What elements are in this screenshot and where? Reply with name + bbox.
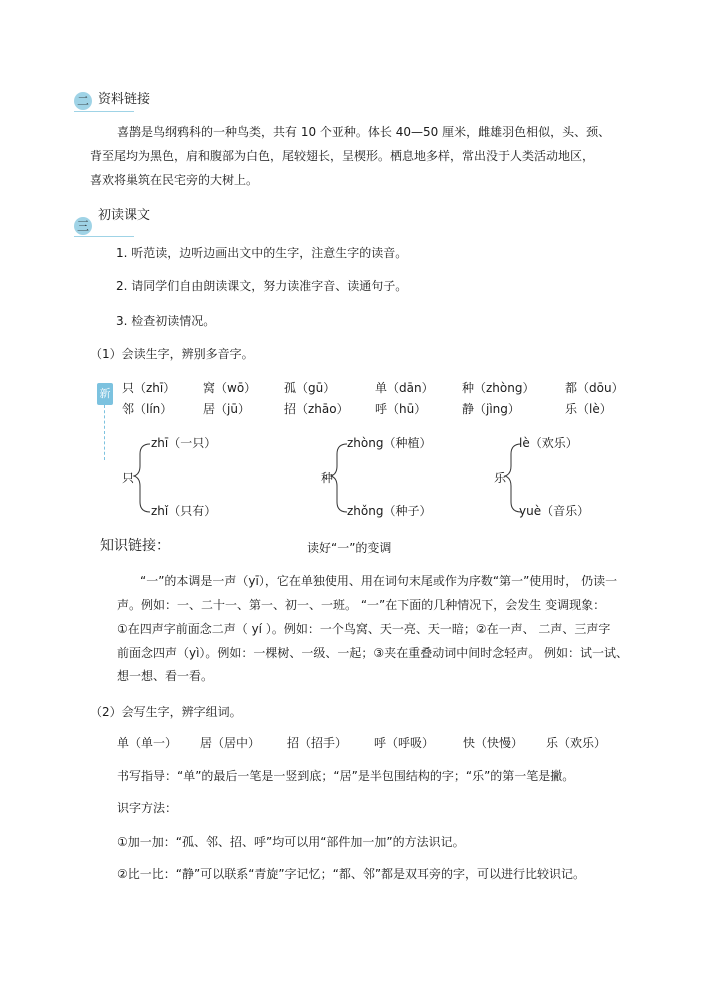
paragraph-line: 前面念四声（yì）。例如：一棵树、一级、一起；③夹在重叠动词中间时念轻声。 例如：试一试、 [117, 646, 629, 660]
poly-char: 种 [321, 471, 334, 485]
char-pinyin: 乐（lè） [565, 402, 612, 416]
paragraph-line: ①在四声字前面念二声（ yí ）。例如：一个鸟窝、天一亮、天一暗；②在一声、 二声、三声字 [117, 622, 611, 636]
section-number-badge: 二 [74, 92, 92, 110]
poly-bottom: zhǐ（只有） [151, 504, 217, 518]
word-item: 单（单一） [117, 736, 178, 750]
knowledge-title: 读好“一”的变调 [307, 541, 392, 555]
char-pinyin: 孤（gū） [284, 381, 336, 395]
paragraph-line: 喜欢将巢筑在民宅旁的大树上。 [90, 173, 259, 187]
char-pinyin: 居（jū） [203, 402, 250, 416]
word-item: 快（快慢） [463, 736, 524, 750]
char-pinyin: 招（zhāo） [284, 402, 349, 416]
knowledge-label: 知识链接： [100, 538, 170, 554]
section-number-badge: 三 [74, 217, 92, 235]
step-item: 3. 检查初读情况。 [116, 314, 216, 328]
step-item: 1. 听范读，边听边画出文中的生字，注意生字的读音。 [116, 246, 408, 260]
step-item: 2. 请同学们自由朗读课文，努力读准字音、读通句子。 [116, 279, 408, 293]
word-item: 居（居中） [200, 736, 261, 750]
paragraph-line: 喜鹊是鸟纲鸦科的一种鸟类，共有 10 个亚种。体长 40—50 厘米，雌雄羽色相似，头、颈、 [117, 125, 611, 139]
section-title: 初读课文 [98, 208, 151, 223]
word-item: 招（招手） [287, 736, 348, 750]
section-underline [74, 236, 134, 237]
char-pinyin: 只（zhī） [122, 381, 176, 395]
poly-char: 乐 [494, 471, 507, 485]
poly-top: lè（欢乐） [519, 436, 578, 450]
subsection-title: （2）会写生字，辨字组词。 [90, 705, 242, 719]
subsection-title: （1）会读生字，辨别多音字。 [90, 347, 254, 361]
poly-top: zhòng（种植） [347, 436, 432, 450]
paragraph-line: 声。例如：一、二十一、第一、初一、一班。 “一”在下面的几种情况下，会发生 变调现象： [117, 598, 606, 612]
char-pinyin: 窝（wō） [203, 381, 257, 395]
paragraph-line: 想一想、看一看。 [117, 669, 214, 683]
section-underline [74, 111, 134, 112]
word-item: 呼（呼吸） [374, 736, 435, 750]
char-pinyin: 单（dān） [375, 381, 434, 395]
poly-top: zhī（一只） [151, 436, 217, 450]
paragraph-line: “一”的本调是一声（yī），它在单独使用、用在词句末尾或作为序数“第一”使用时， 仍读一 [140, 574, 618, 588]
char-pinyin: 种（zhòng） [462, 381, 535, 395]
section-title: 资料链接 [98, 92, 151, 107]
method-item: ②比一比：“静”可以联系“青旋”字记忆；“都、邻”都是双耳旁的字，可以进行比较识记。 [117, 867, 586, 881]
method-label: 识字方法： [117, 801, 178, 815]
poly-bottom: yuè（音乐） [519, 504, 590, 518]
new-words-icon: 新 [97, 383, 113, 405]
char-pinyin: 呼（hū） [375, 402, 427, 416]
word-item: 乐（欢乐） [546, 736, 607, 750]
poly-char: 只 [122, 471, 135, 485]
char-pinyin: 邻（lín） [122, 402, 173, 416]
char-pinyin: 都（dōu） [565, 381, 624, 395]
method-item: ①加一加：“孤、邻、招、呼”均可以用“部件加一加”的方法识记。 [117, 835, 465, 849]
paragraph-line: 背至尾均为黑色，肩和腹部为白色，尾较翅长，呈楔形。栖息地多样，常出没于人类活动地区， [90, 149, 595, 163]
poly-bottom: zhǒng（种子） [347, 504, 432, 518]
writing-guide: 书写指导：“单”的最后一笔是一竖到底；“居”是半包围结构的字；“乐”的第一笔是撇。 [117, 769, 575, 783]
char-pinyin: 静（jìng） [462, 402, 520, 416]
